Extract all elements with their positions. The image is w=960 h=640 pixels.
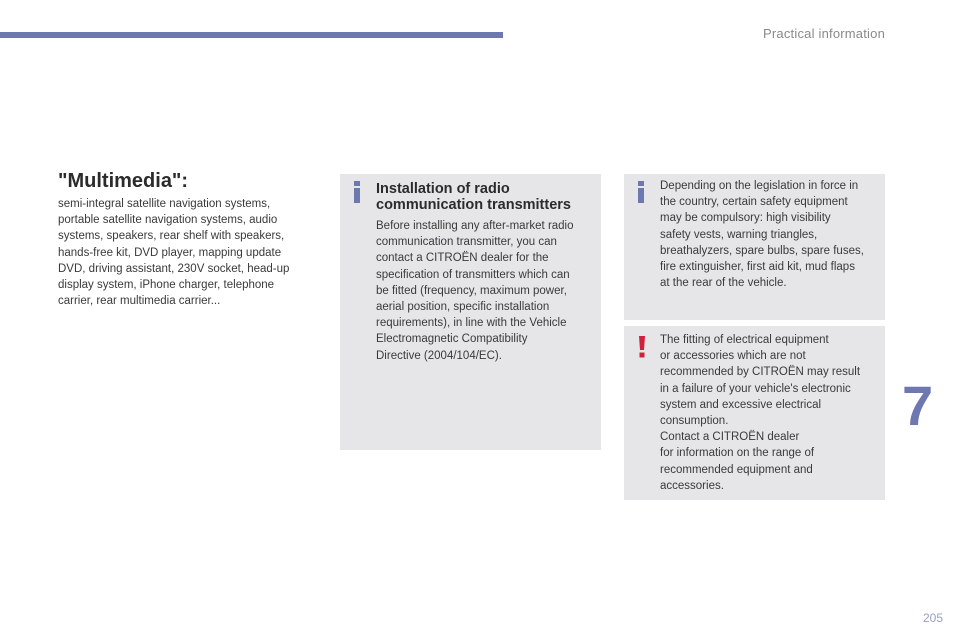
info-icon — [636, 181, 646, 203]
legislation-box-line: fire extinguisher, first aid kit, mud flaps — [660, 261, 855, 274]
radio-box-line: be fitted (frequency, maximum power, — [376, 284, 567, 297]
multimedia-line: semi-integral satellite navigation systems, — [58, 198, 271, 210]
electrical-box-line: The fitting of electrical equipment — [660, 334, 829, 346]
legislation-box-paragraph — [660, 178, 882, 291]
radio-box-paragraph — [376, 218, 598, 364]
radio-box-line: aerial position, specific installation — [376, 301, 550, 314]
electrical-box-line: system and excessive electrical — [660, 398, 822, 411]
electrical-box-line: Contact a CITROËN dealer — [660, 431, 800, 444]
legislation-box-line: may be compulsory: high visibility — [660, 212, 831, 225]
radio-box-line: specification of transmitters which can — [376, 268, 570, 281]
section-label: Practical information — [763, 26, 885, 41]
multimedia-heading: "Multimedia": — [58, 170, 189, 192]
legislation-box-line: Depending on the legislation in force in — [660, 180, 859, 192]
electrical-box-line: accessories. — [660, 479, 724, 492]
multimedia-paragraph — [58, 196, 313, 309]
electrical-box-line: consumption. — [660, 415, 729, 428]
legislation-box-line: breathalyzers, spare bulbs, spare fuses, — [660, 244, 864, 257]
warning-icon — [637, 336, 647, 358]
legislation-box-line: the country, certain safety equipment — [660, 196, 848, 209]
header-accent-bar — [0, 32, 503, 38]
electrical-box-line: in a failure of your vehicle's electronic — [660, 382, 851, 395]
multimedia-line: display system, iPhone charger, telephone — [58, 279, 275, 292]
radio-box-title — [376, 181, 596, 213]
electrical-box-line: or accessories which are not — [660, 350, 806, 363]
radio-box-line: Directive (2004/104/EC). — [376, 349, 502, 362]
legislation-box-line: at the rear of the vehicle. — [660, 277, 787, 290]
multimedia-line: DVD, driving assistant, 230V socket, head-up — [58, 262, 290, 275]
radio-box-line: requirements), in line with the Vehicle — [376, 317, 567, 330]
radio-box-title-line: Installation of radio — [376, 181, 510, 197]
multimedia-line: systems, speakers, rear shelf with speakers, — [58, 230, 285, 243]
electrical-box-paragraph — [660, 332, 882, 494]
legislation-box-line: safety vests, warning triangles, — [660, 228, 818, 241]
radio-box-line: contact a CITROËN dealer for the — [376, 252, 549, 265]
radio-box-line: communication transmitter, you can — [376, 236, 557, 249]
info-icon — [352, 181, 362, 203]
electrical-box-line: for information on the range of — [660, 447, 815, 460]
multimedia-line: portable satellite navigation systems, audio — [58, 214, 278, 227]
radio-box-line: Before installing any after-market radio — [376, 220, 574, 232]
radio-box-line: Electromagnetic Compatibility — [376, 333, 528, 346]
page-number: 205 — [922, 611, 943, 625]
multimedia-line: carrier, rear multimedia carrier... — [58, 295, 221, 308]
electrical-box-line: recommended by CITROËN may result — [660, 366, 861, 379]
chapter-number: 7 — [902, 374, 934, 437]
radio-box-title-line: communication transmitters — [376, 197, 571, 213]
electrical-box-line: recommended equipment and — [660, 463, 813, 476]
multimedia-line: hands-free kit, DVD player, mapping update — [58, 246, 282, 259]
